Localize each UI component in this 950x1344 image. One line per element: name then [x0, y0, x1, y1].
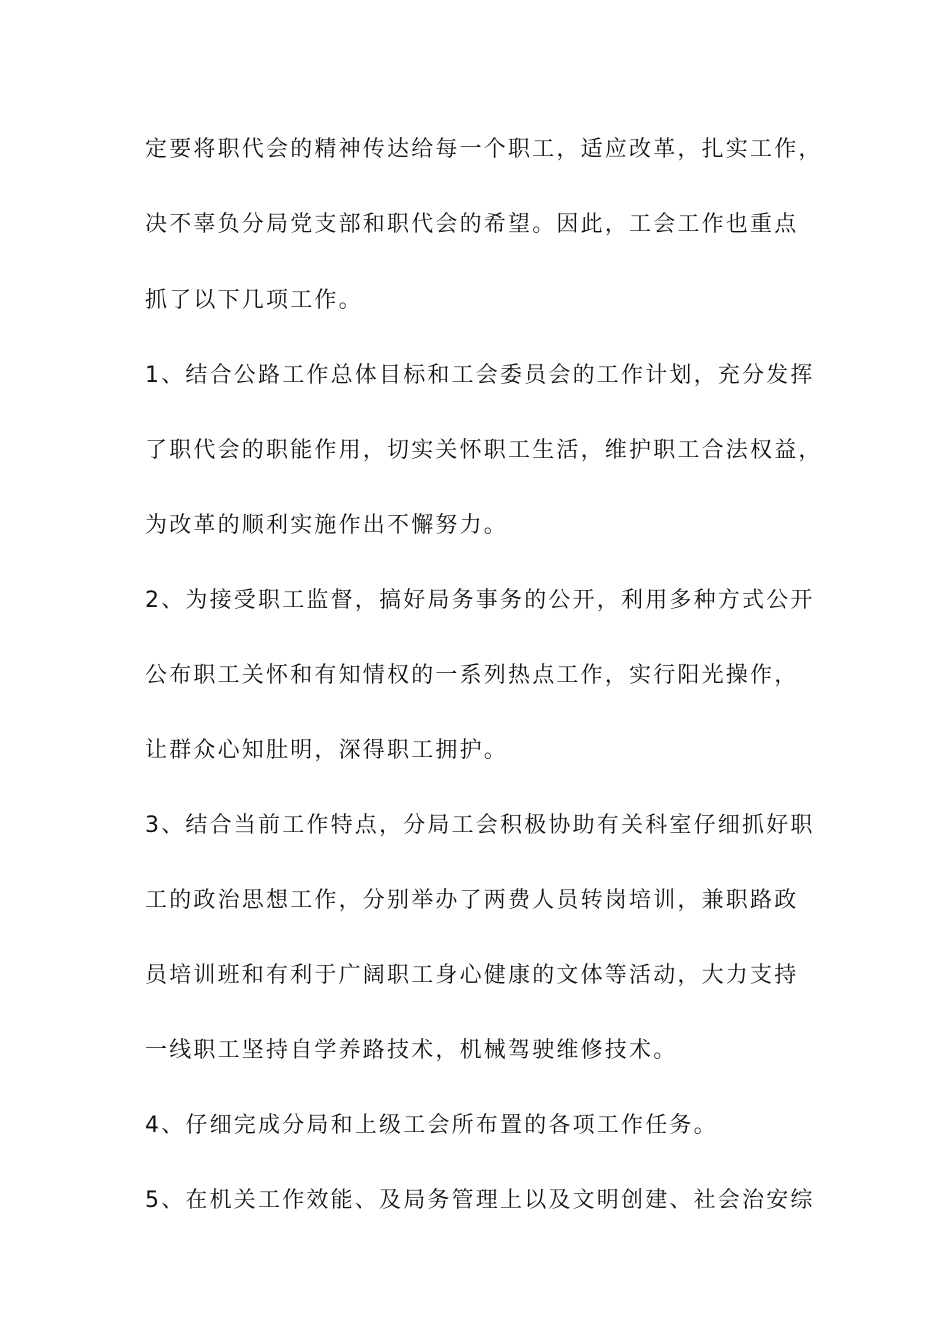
- text-line: 2、为接受职工监督，搞好局务事务的公开，利用多种方式公开: [145, 588, 815, 613]
- text-line: 5、在机关工作效能、及局务管理上以及文明创建、社会治安综: [145, 1188, 815, 1213]
- text-line: 员培训班和有利于广阔职工身心健康的文体等活动，大力支持: [145, 963, 799, 988]
- text-line: 决不辜负分局党支部和职代会的希望。因此，工会工作也重点: [145, 212, 799, 237]
- text-line: 3、结合当前工作特点，分局工会积极协助有关科室仔细抓好职: [145, 813, 815, 838]
- text-line: 让群众心知肚明，深得职工拥护。: [145, 738, 509, 763]
- text-line: 一线职工坚持自学养路技术，机械驾驶维修技术。: [145, 1038, 678, 1063]
- text-line: 定要将职代会的精神传达给每一个职工，适应改革，扎实工作，: [145, 137, 823, 162]
- text-line: 为改革的顺利实施作出不懈努力。: [145, 513, 509, 538]
- text-line: 工的政治思想工作，分别举办了两费人员转岗培训，兼职路政: [145, 888, 799, 913]
- text-line: 1、结合公路工作总体目标和工会委员会的工作计划，充分发挥: [145, 363, 815, 388]
- text-line: 了职代会的职能作用，切实关怀职工生活，维护职工合法权益，: [145, 438, 823, 463]
- text-line: 抓了以下几项工作。: [145, 288, 363, 313]
- text-line: 4、仔细完成分局和上级工会所布置的各项工作任务。: [145, 1113, 718, 1138]
- text-line: 公布职工关怀和有知情权的一系列热点工作，实行阳光操作，: [145, 663, 799, 688]
